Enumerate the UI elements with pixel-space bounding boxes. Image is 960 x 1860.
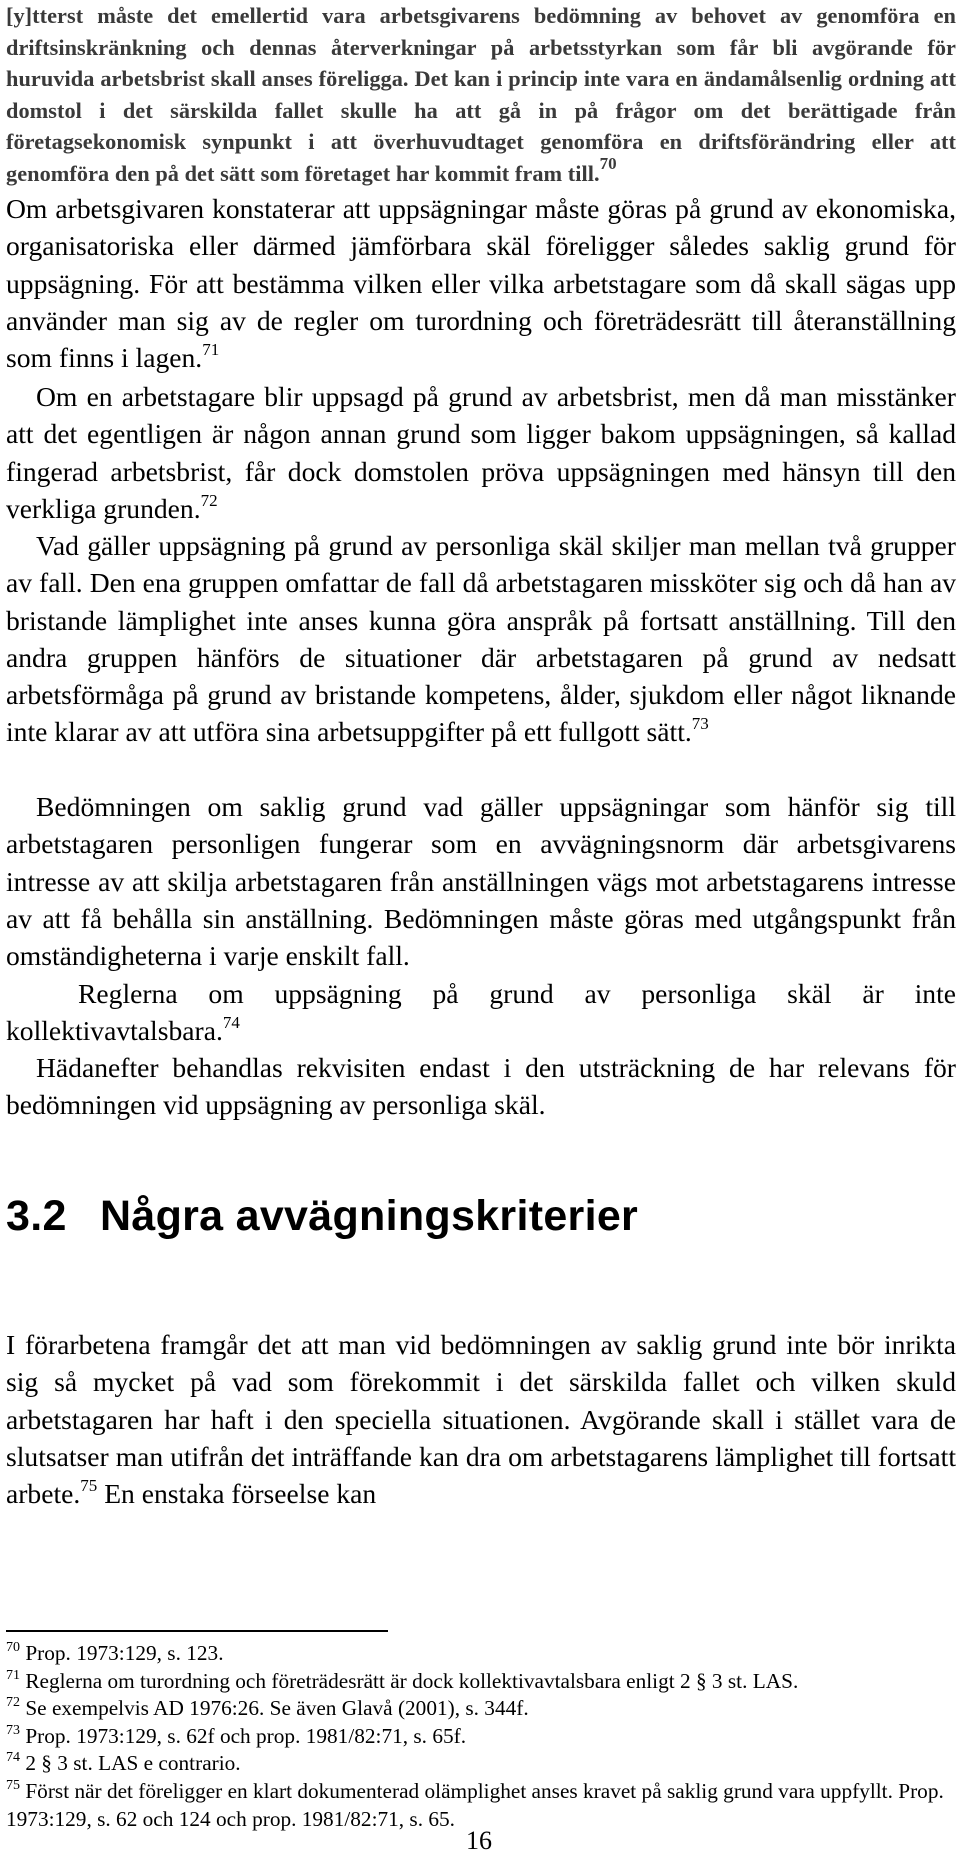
page-number: 16 <box>466 1826 492 1855</box>
footnotes <box>6 1640 956 1833</box>
footnote-separator <box>6 1630 388 1632</box>
footnote: $^{73}$ Prop. 1973:129, s. 62f och prop. 1981/82:71, s. 65f. <box>6 1722 467 1748</box>
body-paragraph: Om en arbetstagare blir uppsagd på grund av arbetsbrist, men då man misstänker att det egentligen är någon annan grund som ligger bakom uppsägningen, så kallad fingerad arbetsbrist, får dock domstolen pröva uppsägningen med hänsyn till den verkliga grunden.$^{72}$ <box>6 381 956 524</box>
footnote-ref: 70 <box>599 153 617 173</box>
footnote-ref: 75 <box>80 1476 98 1496</box>
body-paragraph: Vad gäller uppsägning på grund av personliga skäl skiljer man mellan två grupper av fall. Den ena gruppen omfattar de fall då arbetstagaren missköter sig och då han av bristande lämplighet inte anses kunna göra anspråk på fortsatt anställning. Till den andra gruppen hänförs de situationer där arbetstagaren på grund av nedsatt arbetsförmåga på grund av bristande kompetens, ålder, sjukdom eller något liknande inte klarar av att utföra sina arbetsuppgifter på ett fullgott sätt.$^{73}$ <box>6 530 956 748</box>
section-heading <box>6 1192 638 1241</box>
section-number: 3.2 <box>6 1192 67 1240</box>
body-paragraph: Om arbetsgivaren konstaterar att uppsägningar måste göras på grund av ekonomiska, organisatoriska eller därmed jämförbara skäl föreligger således saklig grund för uppsägning. För att bestämma vilken eller vilka arbetstagare som då skall sägas upp använder man sig av de regler om turordning och företrädesrätt till återanställning som finns i lagen.$^{71}$ <box>6 193 956 374</box>
block-quote-text: [y]tterst måste det emellertid vara arbetsgivarens bedömning av behovet av genomföra en driftsinskränkning och dennas återverkningar på arbetsstyrkan som får bli avgörande för huruvida arbetsbrist skall anses föreligga. Det kan i princip inte vara en ändamålsenlig ordning att domstol i det särskilda fallet skulle ha att gå in på frågor om det berättigade från företagsekonomisk synpunkt i att överhuvudtaget genomföra en driftsförändring eller att genomföra den på det sätt som företaget har kommit fram till. <box>6 3 956 186</box>
footnote: $^{72}$ Se exempelvis AD 1976:26. Se även Glavå (2001), s. 344f. <box>6 1695 529 1721</box>
body-paragraph: Bedömningen om saklig grund vad gäller uppsägningar som hänför sig till arbetstagaren personligen fungerar som en avvägningsnorm där arbetsgivarens intresse av att skilja arbetstagaren från anställningen vägs mot arbetstagarens intresse av att få behålla sin anställning. Bedömningen måste göras med utgångspunkt från omständigheterna i varje enskilt fall. <box>6 791 956 972</box>
body-paragraph: Hädanefter behandlas rekvisiten endast i den utsträckning de har relevans för bedömningen vid uppsägning av personliga skäl. <box>6 1052 956 1121</box>
footnote: $^{75}$ Först när det föreligger en klart dokumenterad olämplighet anses kravet på saklig grund vara uppfyllt. Prop. 1973:129, s. 62 och 124 och prop. 1981/82:71, s. 65. <box>6 1777 944 1831</box>
footnote-ref: 71 <box>202 340 220 360</box>
footnote-ref: 72 <box>200 490 218 510</box>
footnote: $^{71}$ Reglerna om turordning och företrädesrätt är dock kollektivavtalsbara enligt 2 § 3 st. LAS. <box>6 1667 799 1693</box>
body-paragraph: I förarbetena framgår det att man vid bedömningen av saklig grund inte bör inrikta sig så mycket på vad som förekommit i det särskilda fallet och vilken skuld arbetstagaren har haft i den speciella situationen. Avgörande skall i stället vara de slutsatser man utifrån det inträffande kan dra om arbetstagarens lämplighet till fortsatt arbete.$^{75}$ En enstaka förseelse kan <box>6 1329 956 1510</box>
footnote-ref: 74 <box>222 1013 240 1033</box>
footnote-ref: 73 <box>691 714 709 734</box>
footnote: $^{74}$ 2 § 3 st. LAS e contrario. <box>6 1750 241 1776</box>
block-quote <box>6 0 956 189</box>
section-title: Några avvägningskriterier <box>100 1192 639 1240</box>
body-paragraph: Reglerna om uppsägning på grund av personliga skäl är inte kollektivavtalsbara.$^{74}$ <box>6 978 956 1047</box>
footnote: $^{70}$ Prop. 1973:129, s. 123. <box>6 1640 224 1665</box>
